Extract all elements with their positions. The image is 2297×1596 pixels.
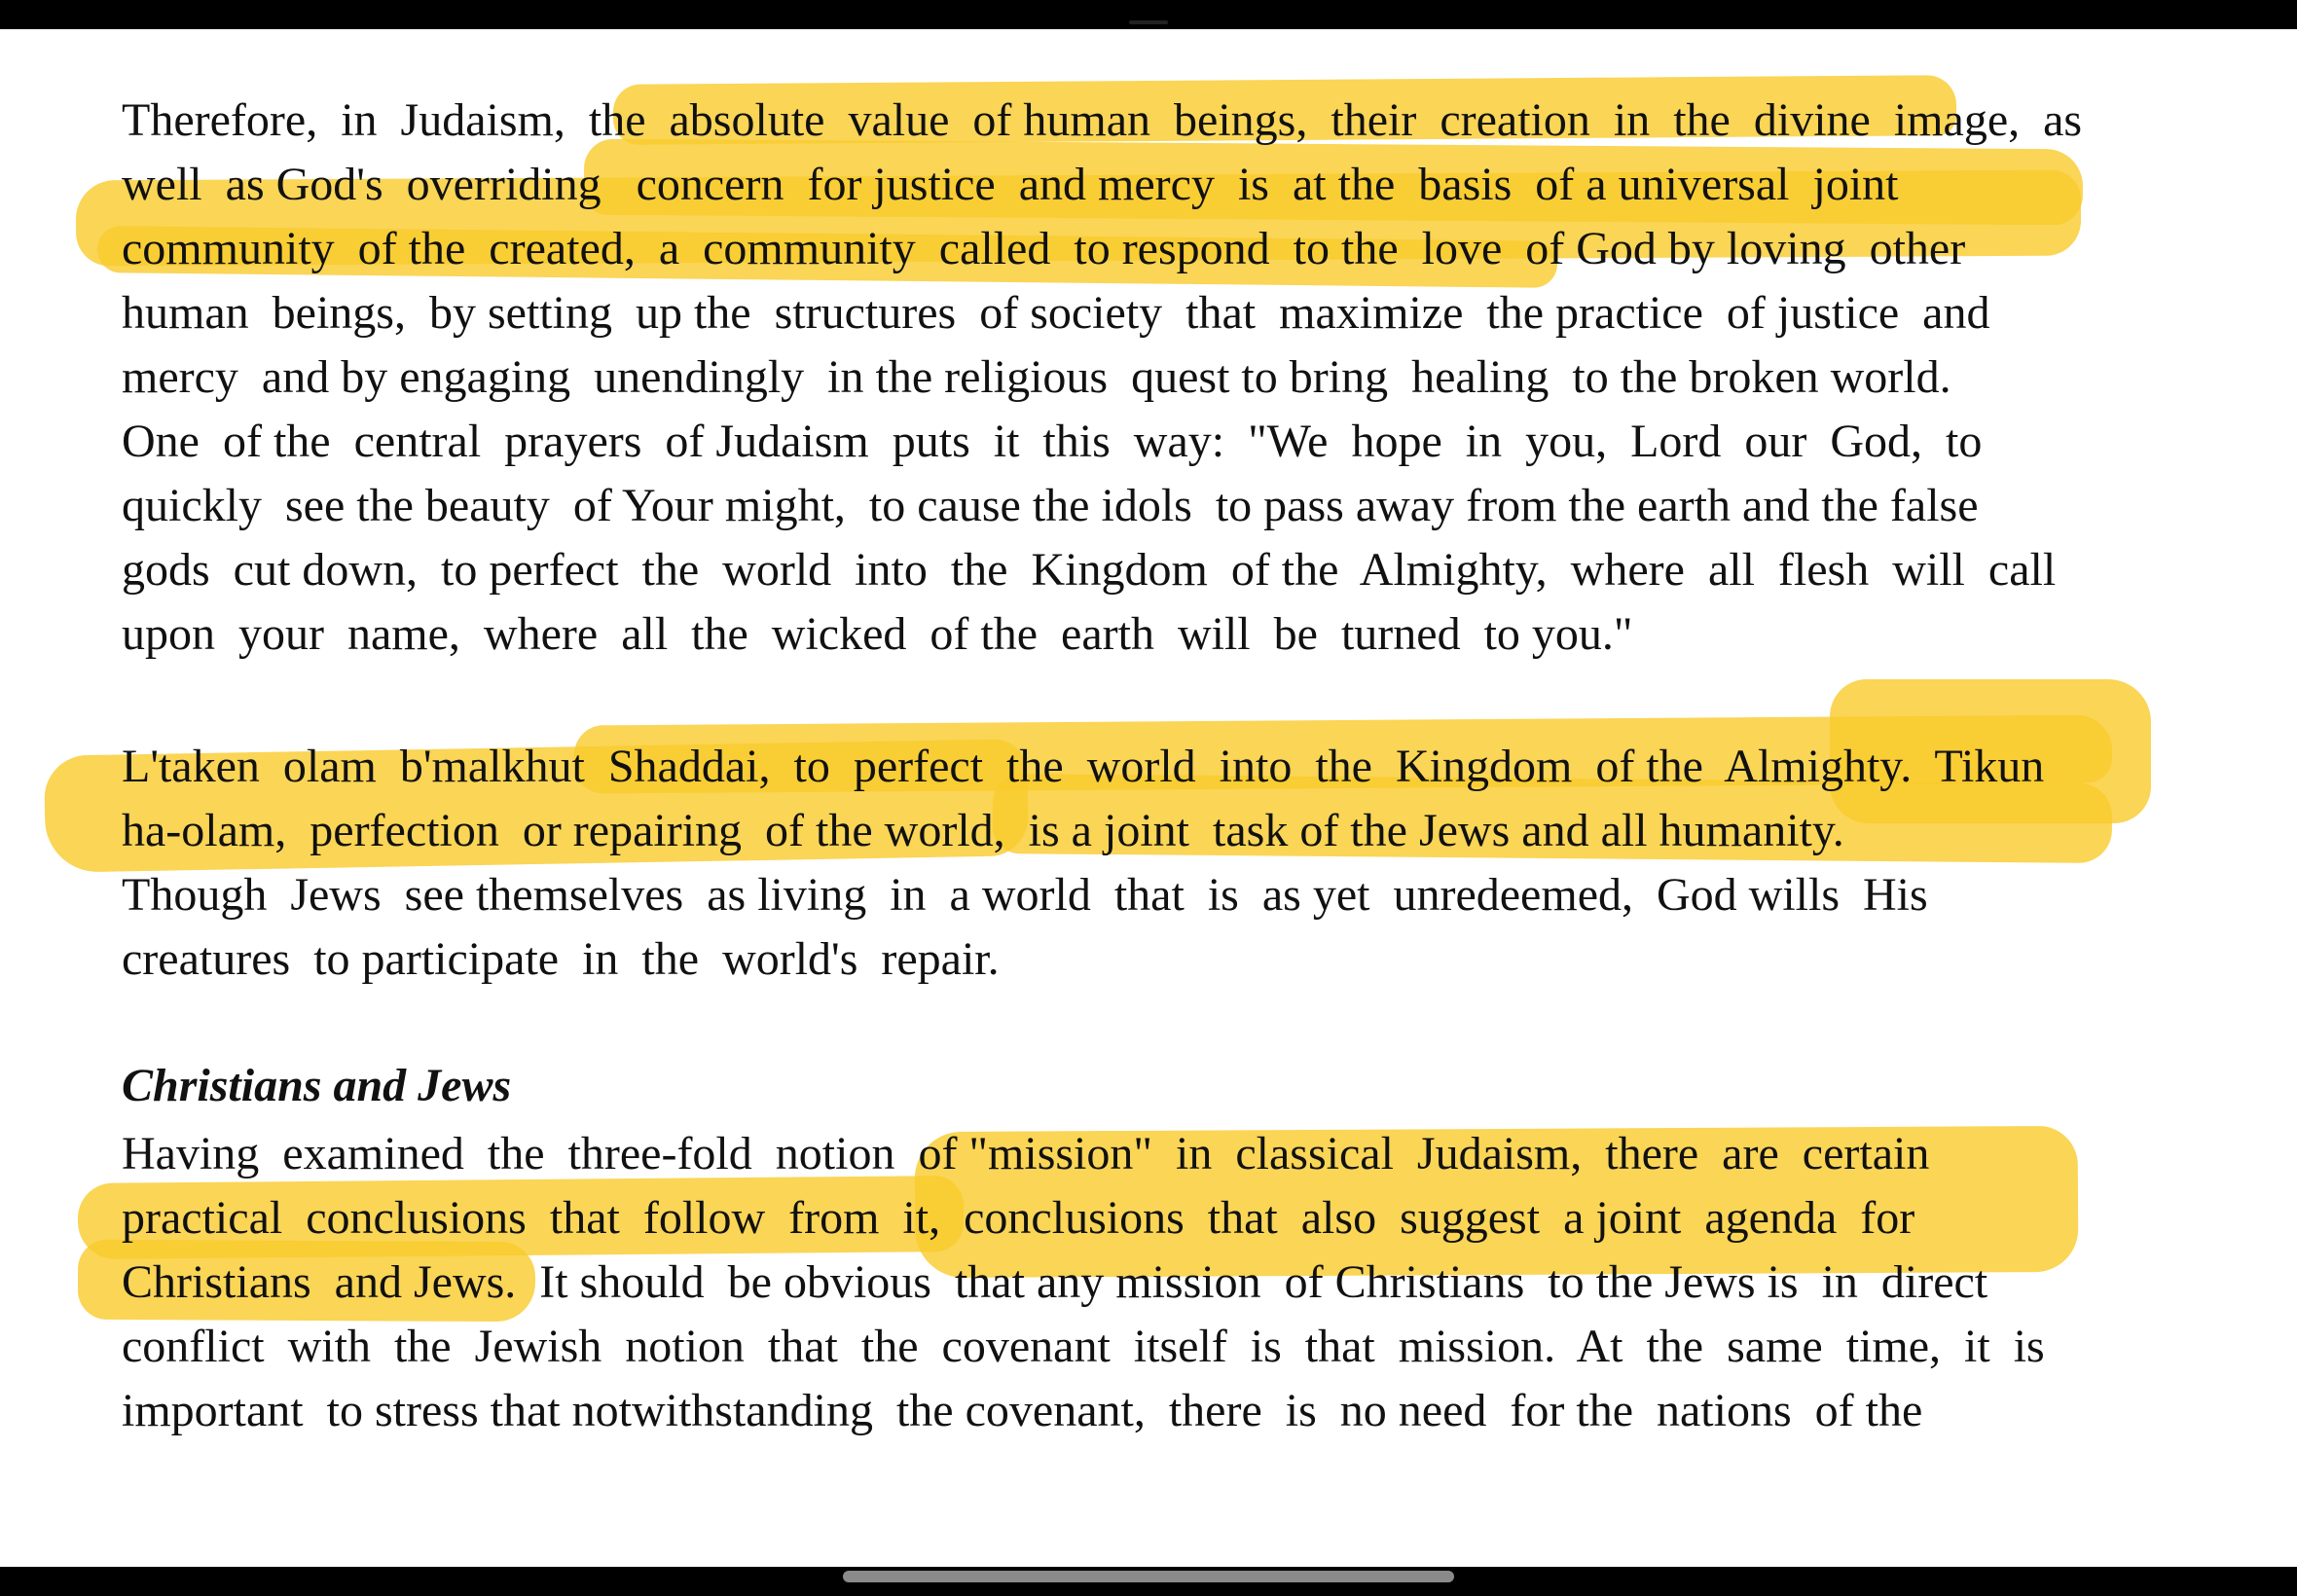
text-line: human beings, by setting up the structures of society that maximize the practice of justice and — [122, 287, 1990, 339]
text-line: Therefore, in Judaism, the absolute value of human beings, their creation in the divine image, as — [122, 94, 2083, 146]
text-line: Having examined the three-fold notion of "mission" in classical Judaism, there are certain — [122, 1128, 1930, 1179]
text-line: well as God's overriding concern for justice and mercy is at the basis of a universal joint — [122, 159, 1899, 210]
text-line: mercy and by engaging unendingly in the religious quest to bring healing to the broken world. — [122, 351, 1951, 403]
text-line: Though Jews see themselves as living in a world that is as yet unredeemed, God wills His — [122, 869, 1928, 921]
text-line: upon your name, where all the wicked of the earth will be turned to you." — [122, 608, 1633, 660]
text-line: ha-olam, perfection or repairing of the world, is a joint task of the Jews and all humanity. — [122, 805, 1844, 856]
home-indicator-bar[interactable] — [843, 1571, 1454, 1582]
text-line: One of the central prayers of Judaism puts it this way: "We hope in you, Lord our God, to — [122, 416, 1983, 467]
text-line: community of the created, a community called to respond to the love of God by loving other — [122, 223, 1966, 274]
text-line: Christians and Jews. It should be obvious that any mission of Christians to the Jews is in direct — [122, 1256, 1988, 1308]
text-line: creatures to participate in the world's repair. — [122, 933, 1000, 985]
text-line: practical conclusions that follow from it, conclusions that also suggest a joint agenda for — [122, 1192, 1915, 1244]
text-line: conflict with the Jewish notion that the covenant itself is that mission. At the same time, it is — [122, 1321, 2045, 1372]
section-heading: Christians and Jews — [122, 1060, 512, 1111]
text-line: gods cut down, to perfect the world into the Kingdom of the Almighty, where all flesh will call — [122, 544, 2057, 596]
text-line: L'taken olam b'malkhut Shaddai, to perfect the world into the Kingdom of the Almighty. Tikun — [122, 741, 2045, 792]
document-page — [0, 29, 2297, 1567]
text-line: quickly see the beauty of Your might, to cause the idols to pass away from the earth and the false — [122, 480, 1979, 531]
text-line: important to stress that notwithstanding the covenant, there is no need for the nations of the — [122, 1385, 1923, 1436]
top-status-indicator — [1129, 20, 1168, 24]
document-text — [0, 29, 2297, 1567]
